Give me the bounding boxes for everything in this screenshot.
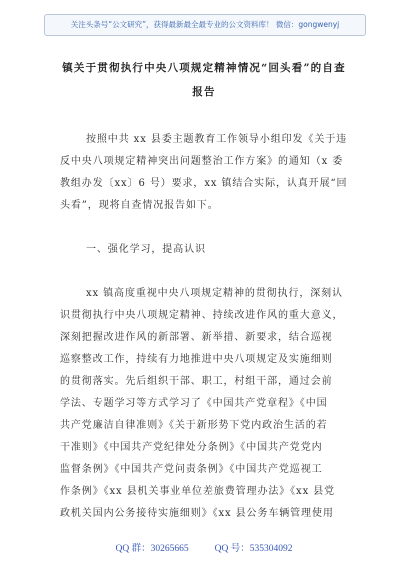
body-paragraph-line: 按照中共 xx 县委主题教育工作领导小组印发《关于违 xyxy=(86,134,348,145)
body-paragraph-line: 监督条例》《中国共产党问责条例》《中国共产党巡视工 xyxy=(60,464,323,475)
body-paragraph-line: 政机关国内公务接待实施细则》《xx 县公务车辆管理使用 xyxy=(60,508,334,519)
top-banner: 关注头条号“公文研究”，获得最新最全最专业的公文资料库！ 微信：gongwenyj xyxy=(44,14,366,36)
body-paragraph-line: 反中央八项规定精神突出问题整治工作方案》的通知（x 委 xyxy=(60,156,344,167)
document-title-line-2: 报告 xyxy=(192,86,216,98)
body-paragraph-line: 作条例》《xx 县机关事业单位差旅费管理办法》《xx 县党 xyxy=(60,486,336,497)
body-paragraph-line: 干准则》《中国共产党纪律处分条例》《中国共产党党内 xyxy=(60,442,323,453)
section-heading: 一、强化学习，提高认识 xyxy=(86,244,206,255)
body-paragraph-line: 教组办发〔xx〕6 号）要求，xx 镇结合实际，认真开展“回 xyxy=(60,178,348,189)
body-paragraph-line: 的贯彻落实。先后组织干部、职工，村组干部，通过会前 xyxy=(60,376,333,387)
body-paragraph-line: 巡察整改工作，持续有力地推进中央八项规定及实施细则 xyxy=(60,354,333,365)
footer-qq-number: QQ 号：535304092 xyxy=(214,544,293,554)
body-paragraph-line: 识贯彻执行中央八项规定精神、持续改进作风的重大意义， xyxy=(60,310,344,321)
document-title-line-1: 镇关于贯彻执行中央八项规定精神情况“回头看”的自查 xyxy=(62,62,346,74)
body-paragraph-line: 共产党廉洁自律准则》《关于新形势下党内政治生活的若 xyxy=(60,420,328,431)
body-paragraph-line: 头看”，现将自查情况报告如下。 xyxy=(60,200,219,211)
body-paragraph-line: 学法、专题学习等方式学习了《中国共产党章程》《中国 xyxy=(60,398,328,409)
body-paragraph-line: 深刻把握改进作风的新部署、新举措、新要求，结合巡视 xyxy=(60,332,333,343)
body-paragraph-line: xx 镇高度重视中央八项规定精神的贯彻执行，深刻认 xyxy=(86,288,343,299)
footer-contact xyxy=(0,540,408,554)
footer-qq-group: QQ 群：30265665 xyxy=(115,544,189,554)
